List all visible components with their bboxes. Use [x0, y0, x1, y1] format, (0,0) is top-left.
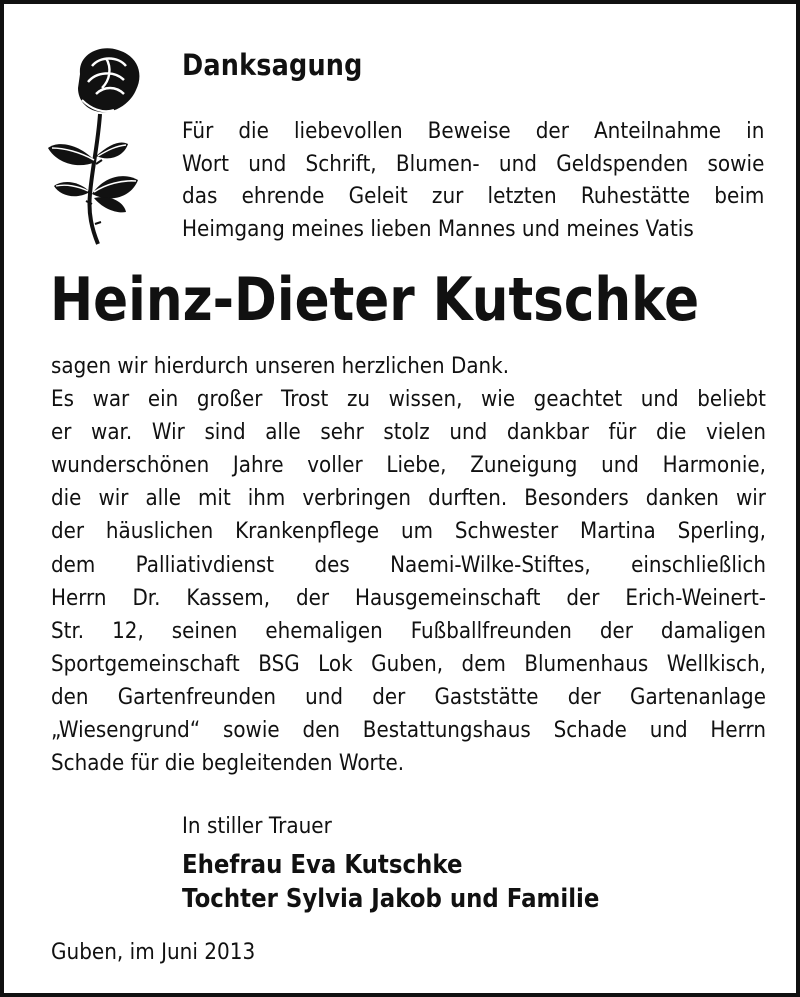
rose-icon — [40, 44, 150, 249]
body-line: Str. 12, seinen ehemaligen Fußballfreunden der damaligen — [51, 618, 766, 644]
body-line: Schade für die begleitenden Worte. — [51, 751, 405, 777]
intro-line: Wort und Schrift, Blumen- und Geldspenden sowie — [182, 151, 765, 177]
body-line: Es war ein großer Trost zu wissen, wie geachtet und beliebt — [51, 387, 766, 413]
intro-line: Für die liebevollen Beweise der Anteilnahme in — [182, 119, 765, 144]
notice-title: Danksagung — [182, 48, 363, 82]
body-line: wunderschönen Jahre voller Liebe, Zuneigung und Harmonie, — [51, 453, 766, 479]
body-line: Sportgemeinschaft BSG Lok Guben, dem Blumenhaus Wellkisch, — [51, 651, 766, 677]
body-line: er war. Wir sind alle sehr stolz und dankbar für die vielen — [51, 420, 766, 446]
mourning-label: In stiller Trauer — [182, 814, 332, 839]
signatory-daughter: Tochter Sylvia Jakob und Familie — [182, 884, 600, 914]
body-line: den Gartenfreunden und der Gaststätte der Gartenanlage — [51, 684, 766, 710]
body-line: dem Palliativdienst des Naemi-Wilke-Stiftes, einschließlich — [51, 552, 766, 578]
body-line: die wir alle mit ihm verbringen durften. Besonders danken wir — [51, 486, 766, 512]
place-date: Guben, im Juni 2013 — [51, 940, 256, 965]
body-paragraph — [51, 350, 766, 780]
intro-line: das ehrende Geleit zur letzten Ruhestätte beim — [182, 184, 765, 209]
deceased-name: Heinz-Dieter Kutschke — [50, 265, 700, 335]
intro-paragraph — [182, 116, 764, 246]
signatory-wife: Ehefrau Eva Kutschke — [182, 850, 463, 880]
body-line: Herrn Dr. Kassem, der Hausgemeinschaft der Erich-Weinert- — [51, 585, 766, 611]
body-line: sagen wir hierdurch unseren herzlichen Dank. — [51, 354, 510, 379]
body-line: der häuslichen Krankenpflege um Schwester Martina Sperling, — [51, 519, 766, 545]
intro-line: Heimgang meines lieben Mannes und meines Vatis — [182, 216, 694, 242]
body-line: „Wiesengrund“ sowie den Bestattungshaus Schade und Herrn — [51, 718, 766, 744]
